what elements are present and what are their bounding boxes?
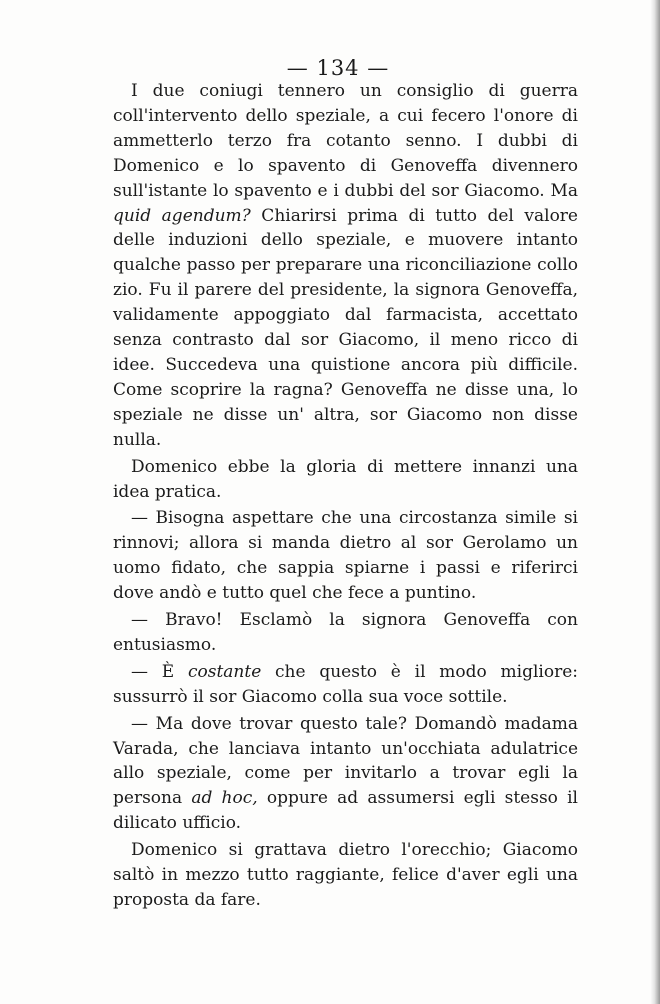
- paragraph: [113, 455, 578, 505]
- text-run: — Bisogna aspettare che una circostanza simile si rinnovi; allora si manda dietro al sor Gerolamo un uomo fidato, che sappia spiarne i passi e riferirci dove andò e tutto quel che fece a puntino.: [113, 508, 578, 604]
- page-number: — 134 —: [286, 56, 390, 80]
- text-run: — Bravo! Esclamò la signora Genoveffa con entusiasmo.: [113, 610, 578, 655]
- paragraph: [113, 660, 578, 710]
- paragraph: [113, 608, 578, 658]
- italic-text: costante: [187, 661, 262, 682]
- paragraph: [113, 506, 578, 606]
- page-edge-shadow: [650, 0, 660, 1004]
- italic-text: quid agendum?: [113, 205, 251, 226]
- text-run: — Ma dove trovar questo tale? Domandò madama Varada, che lanciava intanto un'occhiata adulatrice allo speziale, come per invitarlo a trovar egli la persona: [113, 713, 578, 809]
- paragraph: [113, 79, 578, 453]
- paragraph: [113, 838, 578, 913]
- text-run: I due coniugi tennero un consiglio di guerra coll'intervento dello speziale, a cui fecero l'onore di ammetterlo terzo fra cotanto senno. I dubbi di Domenico e lo spavento di Genoveffa divennero sull'istante lo spavento e i dubbi del sor Giacomo. Ma: [113, 81, 578, 201]
- italic-text: ad hoc,: [191, 788, 258, 809]
- text-run: — È: [131, 661, 188, 682]
- paragraph: [113, 712, 578, 837]
- text-run: che questo è il modo migliore: sussurrò il sor Giacomo colla sua voce sottile.: [113, 661, 578, 707]
- body-text: [113, 79, 578, 913]
- text-run: Domenico ebbe la gloria di mettere innanzi una idea pratica.: [113, 456, 578, 502]
- text-run: Chiarirsi prima di tutto del valore delle induzioni dello speziale, e muovere intanto qualche passo per preparare una riconciliazione collo zio. Fu il parere del presidente, la signora Genoveffa, validamente appoggiato dal farmacista, accettato senza contrasto dal sor Giacomo, il meno ricco di idee. Succedeva una quistione ancora più difficile. Come scoprire la ragna? Genoveffa ne disse una, lo speziale ne disse un' altra, sor Giacomo non disse nulla.: [113, 205, 578, 450]
- text-run: Domenico si grattava dietro l'orecchio; Giacomo saltò in mezzo tutto raggiante, felice d'aver egli una proposta da fare.: [113, 840, 578, 910]
- text-run: oppure ad assumersi egli stesso il dilicato ufficio.: [113, 788, 578, 834]
